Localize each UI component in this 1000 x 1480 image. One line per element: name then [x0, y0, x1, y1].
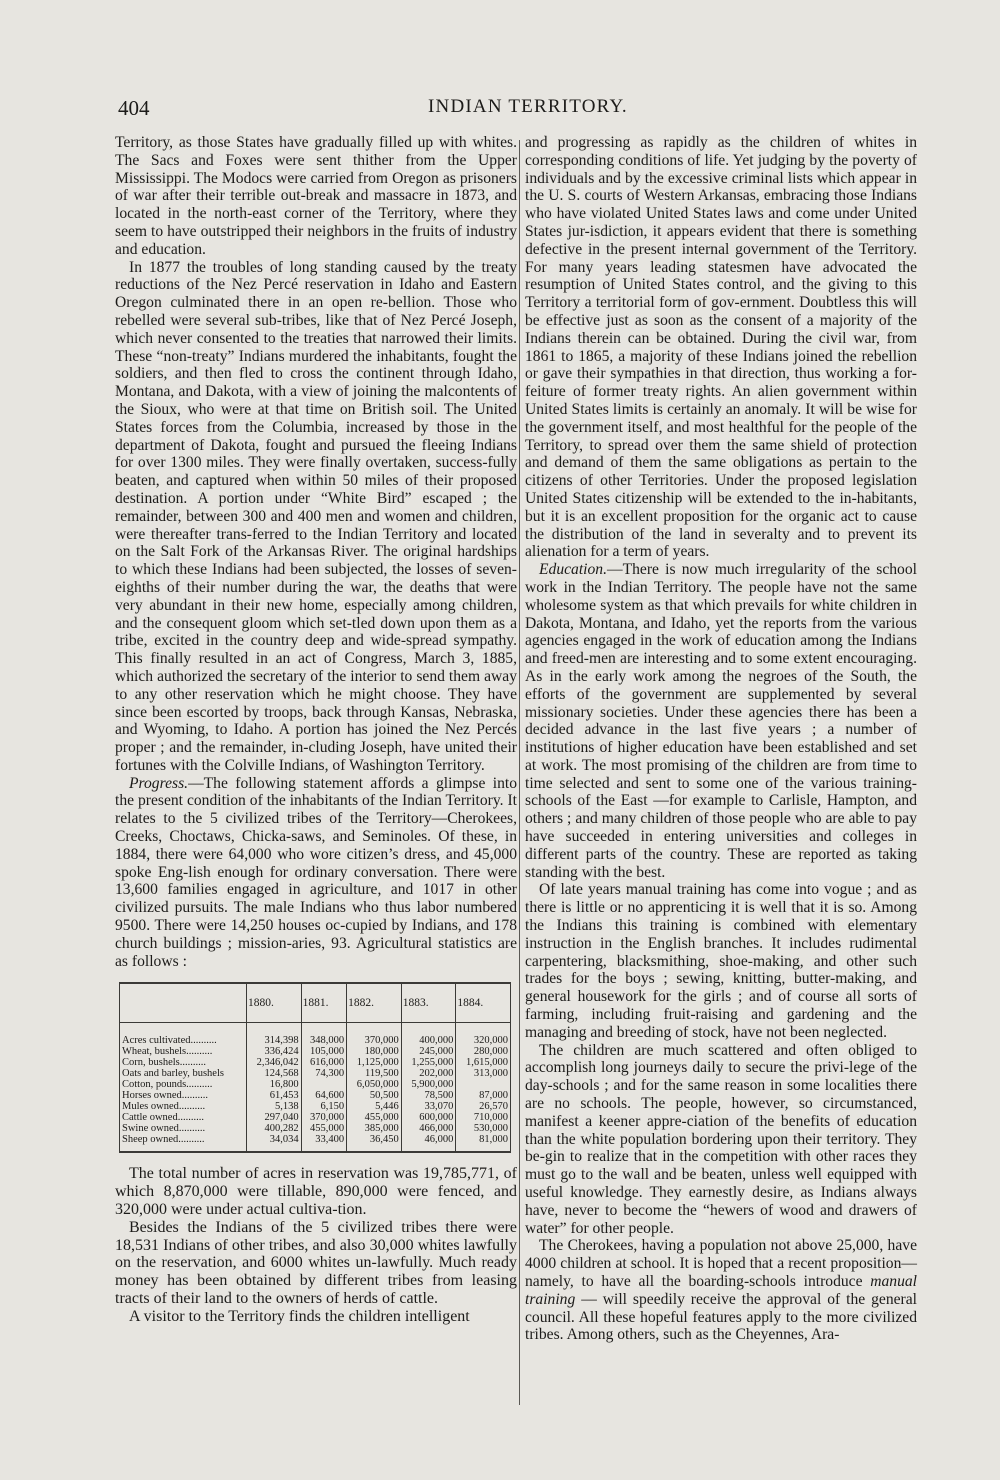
- right-column: [525, 134, 917, 1344]
- table-row: [120, 1046, 511, 1057]
- table-cell: 36,450: [347, 1134, 402, 1152]
- table-cell: 81,000: [456, 1134, 511, 1152]
- table-cell: 385,000: [347, 1123, 402, 1134]
- table-cell: 87,000: [456, 1090, 511, 1101]
- table-cell: 6,150: [301, 1101, 346, 1112]
- paragraph: The children are much scattered and often obliged to accomplish long journeys daily to secure the privi-lege of the day-schools ; and for the same reason in some localities there are no schools. The people, however, so circumstanced, manifest a keener appre-ciation of the benefits of education than the white population bordering upon their territory. They be-gin to realize that in the competition with other races they must go to the wall and be beaten, unless well equipped with useful knowledge. They earnestly desire, as Indians always have, never to become the “hewers of wood and drawers of water” for other people.: [525, 1041, 917, 1237]
- paragraph-text: — will speedily receive the approval of the general council. All these hopeful features apply to the more civilized tribes. Among others, such as the Cheyennes, Ara-: [525, 1290, 917, 1344]
- table-cell: 5,900,000: [401, 1079, 456, 1090]
- table-cell: 33,400: [301, 1134, 346, 1152]
- table-cell: 34,034: [247, 1134, 302, 1152]
- paragraph: and progressing as rapidly as the children of whites in corresponding conditions of life. Yet judging by the poverty of individuals and by the excessive criminal lists which appear in the U. S. courts of Western Arkansas, embracing those Indians who have violated United States laws and come under United States jur-isdiction, it appears evident that there is something defective in the present internal government of the Territory. For many years leading statesmen have advocated the resumption of United States control, and the giving to this Territory a territorial form of gov-ernment. Doubtless this will be effective just as soon as the consent of a majority of the Indians therein can be obtained. During the civil war, from 1861 to 1865, a majority of these Indians joined the rebellion or gave their sympathies in that direction, thus working a for-feiture of former treaty rights. An alien government within United States limits is certainly an anomaly. It will be wise for the government itself, and most healthful for the people of the Territory, to spread over them the same shield of protection and demand of them the same obligations as pertain to the citizens of other Territories. Under the proposed legislation United States citizenship will be extended to the in-habitants, but it is an excellent proposition for the organic act to cause the distribution of the land in severalty and to prevent its alienation for a term of years.: [525, 134, 917, 561]
- table-cell: 6,050,000: [347, 1079, 402, 1090]
- table-cell: 400,000: [401, 1033, 456, 1046]
- section-heading: Progress.: [129, 774, 189, 792]
- row-label: Wheat, bushels..........: [120, 1046, 247, 1057]
- table-cell: 370,000: [301, 1112, 346, 1123]
- paragraph: Besides the Indians of the 5 civilized tribes there were 18,531 Indians of other tribes, and also 30,000 whites lawfully on the reservation, and 6000 whites un-lawfully. Much ready money has been obtained by different tribes from leasing tracts of their land to the owners of herds of cattle.: [115, 1218, 517, 1308]
- table-cell: 61,453: [247, 1090, 302, 1101]
- paragraph-text: —There is now much irregularity of the school work in the Indian Territory. The people have not the same wholesome system as that which prevails for white children in Dakota, Montana, and Idaho, yet the reports from the various agencies engaged in the work of education among the Indians and freed-men are interesting and to some extent encouraging. As in the early work among the negroes of the South, the efforts of the government are supplemented by several missionary societies. Under these agencies there has been a decided advance in the last five years ; a number of institutions of higher education have been established and set at work. The most promising of the children are from time to time selected and sent to some one of the various training-schools of the East —for example to Carlisle, Hampton, and others ; and many children of those people who are able to pay have succeeded in entering universities and colleges in different parts of the country. These are reported as taking standing with the best.: [525, 561, 917, 881]
- row-label: Sheep owned..........: [120, 1134, 247, 1152]
- table-header-row: [120, 983, 511, 1023]
- paragraph: [525, 1237, 917, 1344]
- section-heading: Education.: [539, 561, 607, 579]
- row-label: Swine owned..........: [120, 1123, 247, 1134]
- table-spacer-row: [120, 1023, 511, 1034]
- table-cell: 2,346,042: [247, 1057, 302, 1068]
- table-row: [120, 1057, 511, 1068]
- row-label: Cattle owned..........: [120, 1112, 247, 1123]
- table-cell: 5,446: [347, 1101, 402, 1112]
- table-row: [120, 1090, 511, 1101]
- table-cell: 78,500: [401, 1090, 456, 1101]
- table-cell: 105,000: [301, 1046, 346, 1057]
- table-cell: 124,568: [247, 1068, 302, 1079]
- table-header-cell: 1881.: [301, 983, 346, 1023]
- page-header: [118, 96, 918, 124]
- table-cell: 400,282: [247, 1123, 302, 1134]
- left-column: [115, 134, 517, 1326]
- table-cell: 16,800: [247, 1079, 302, 1090]
- table-cell: 26,570: [456, 1101, 511, 1112]
- paragraph: Of late years manual training has come into vogue ; and as there is little or no apprenticing it is well that it is so. Among the Indians this training is combined with elementary instruction in the English branches. It includes rudimental carpentering, blacksmithing, shoe-making, and other such trades for the boys ; sewing, knitting, butter-making, and general housework for the girls ; and of course all sorts of farming, including fruit-raising and gardening and the managing and breeding of stock, have not been neglected.: [525, 881, 917, 1041]
- table-row: [120, 1101, 511, 1112]
- paragraph: In 1877 the troubles of long standing caused by the treaty reductions of the Nez Percé reservation in Idaho and Eastern Oregon culminated there in an open re-bellion. Those who rebelled were several sub-tribes, like that of Nez Percé Joseph, which never consented to the treaties that narrowed their limits. These “non-treaty” Indians murdered the inhabitants, fought the soldiers, and then fled to cross the continent through Idaho, Montana, and Dakota, with a view of joining the malcontents of the Sioux, who were at that time on British soil. The United States forces from the Columbia, increased by those in the department of Dakota, fought and pursued the fleeing Indians for over 1300 miles. They were finally overtaken, success-fully beaten, and captured when within 50 miles of their proposed destination. A portion under “White Bird” escaped ; the remainder, between 300 and 400 men and women and children, were thereafter trans-ferred to the Indian Territory and located on the Salt Fork of the Arkansas River. The original hardships to which these Indians had been subjected, the losses of seven-eighths of their number during the war, the deaths that were very abundant in their new home, especially among children, and the consequent gloom which set-tled down upon them as a tribe, excited in the country deep and wide-spread sympathy. This finally resulted in an act of Congress, March 3, 1885, which authorized the secretary of the interior to send them away to any other reservation which he might choose. They have since been escorted by troops, back through Kansas, Nebraska, and Wyoming, to Idaho. A portion has joined the Nez Percés proper ; and the remainder, in-cluding Joseph, have united their fortunes with the Colville Indians, of Washington Territory.: [115, 258, 517, 774]
- row-label: Cotton, pounds..........: [120, 1079, 247, 1090]
- table-cell: 1,255,000: [401, 1057, 456, 1068]
- paragraph-text: —The following statement affords a glimpse into the present condition of the inhabitants of the Indian Territory. It relates to the 5 civilized tribes of the Territory—Cherokees, Creeks, Choctaws, Chicka-saws, and Seminoles. Of these, in 1884, there were 64,000 who wore citizen’s dress, and 45,000 spoke Eng-lish enough for ordinary conversation. There were 13,600 families engaged in agriculture, and 1017 in other civilized pursuits. The male Indians who thus labor numbered 9500. There were 14,250 houses oc-cupied by Indians, and 178 church buildings ; mission-aries, 93. Agricultural statistics are as follows :: [115, 774, 517, 970]
- paragraph: A visitor to the Territory finds the children intelligent: [129, 1307, 470, 1325]
- paragraph: [115, 775, 517, 971]
- table-row: [120, 1079, 511, 1090]
- row-label: Horses owned..........: [120, 1090, 247, 1101]
- table-cell: 314,398: [247, 1033, 302, 1046]
- table-cell: 370,000: [347, 1033, 402, 1046]
- table-cell: 600,000: [401, 1112, 456, 1123]
- table-cell: 46,000: [401, 1134, 456, 1152]
- table-cell: 320,000: [456, 1033, 511, 1046]
- paragraph-text: The Cherokees, having a population not above 25,000, have 4000 children at school. It is hoped that a recent proposition—namely, to have all the boarding-schools introduce: [525, 1237, 917, 1290]
- column-divider: [519, 140, 520, 1405]
- table-row: [120, 1134, 511, 1152]
- table-cell: 5,138: [247, 1101, 302, 1112]
- table-cell: 245,000: [401, 1046, 456, 1057]
- table-cell: 466,000: [401, 1123, 456, 1134]
- table-row: [120, 1033, 511, 1046]
- row-label: Corn, bushels..........: [120, 1057, 247, 1068]
- table-header-cell: 1880.: [247, 983, 302, 1023]
- agricultural-statistics-table: [119, 982, 511, 1153]
- paragraph: The total number of acres in reservation was 19,785,771, of which 8,870,000 were tillable, 890,000 were fenced, and 320,000 were under actual cultiva-tion.: [115, 1165, 517, 1219]
- table-cell: 297,040: [247, 1112, 302, 1123]
- table-cell: 348,000: [301, 1033, 346, 1046]
- table-cell: [301, 1079, 346, 1090]
- table-cell: 202,000: [401, 1068, 456, 1079]
- table-cell: 180,000: [347, 1046, 402, 1057]
- table-cell: 64,600: [301, 1090, 346, 1101]
- row-label: Mules owned..........: [120, 1101, 247, 1112]
- row-label: Oats and barley, bushels: [120, 1068, 247, 1079]
- table-header-cell: 1882.: [347, 983, 402, 1023]
- table-cell: 530,000: [456, 1123, 511, 1134]
- table-cell: 1,615,000: [456, 1057, 511, 1068]
- table-cell: 455,000: [301, 1123, 346, 1134]
- table-cell: 33,070: [401, 1101, 456, 1112]
- table-row: [120, 1068, 511, 1079]
- page-number: 404: [118, 96, 150, 120]
- table-cell: 1,125,000: [347, 1057, 402, 1068]
- table-header-cell: 1884.: [456, 983, 511, 1023]
- table-cell: 616,000: [301, 1057, 346, 1068]
- paragraph: Territory, as those States have gradually filled up with whites. The Sacs and Foxes were sent thither from the Upper Mississippi. The Modocs were carried from Oregon as prisoners of war after their terrible out-break and massacre in 1873, and located in the north-east corner of the Territory, where they seem to have outstripped their neighbors in the fruits of industry and education.: [115, 134, 517, 258]
- table-cell: 336,424: [247, 1046, 302, 1057]
- paragraph: [525, 561, 917, 881]
- table-cell: 313,000: [456, 1068, 511, 1079]
- table-cell: 74,300: [301, 1068, 346, 1079]
- table-row: [120, 1112, 511, 1123]
- table-header-cell: 1883.: [401, 983, 456, 1023]
- table-cell: 119,500: [347, 1068, 402, 1079]
- emphasized-text: manual training: [525, 1273, 917, 1308]
- table-cell: 280,000: [456, 1046, 511, 1057]
- table-cell: 710,000: [456, 1112, 511, 1123]
- running-title: INDIAN TERRITORY.: [428, 96, 628, 117]
- table-cell: 455,000: [347, 1112, 402, 1123]
- table-row: [120, 1123, 511, 1134]
- row-label: Acres cultivated..........: [120, 1033, 247, 1046]
- table-cell: [456, 1079, 511, 1090]
- table-cell: 50,500: [347, 1090, 402, 1101]
- table-header-cell: [120, 983, 247, 1023]
